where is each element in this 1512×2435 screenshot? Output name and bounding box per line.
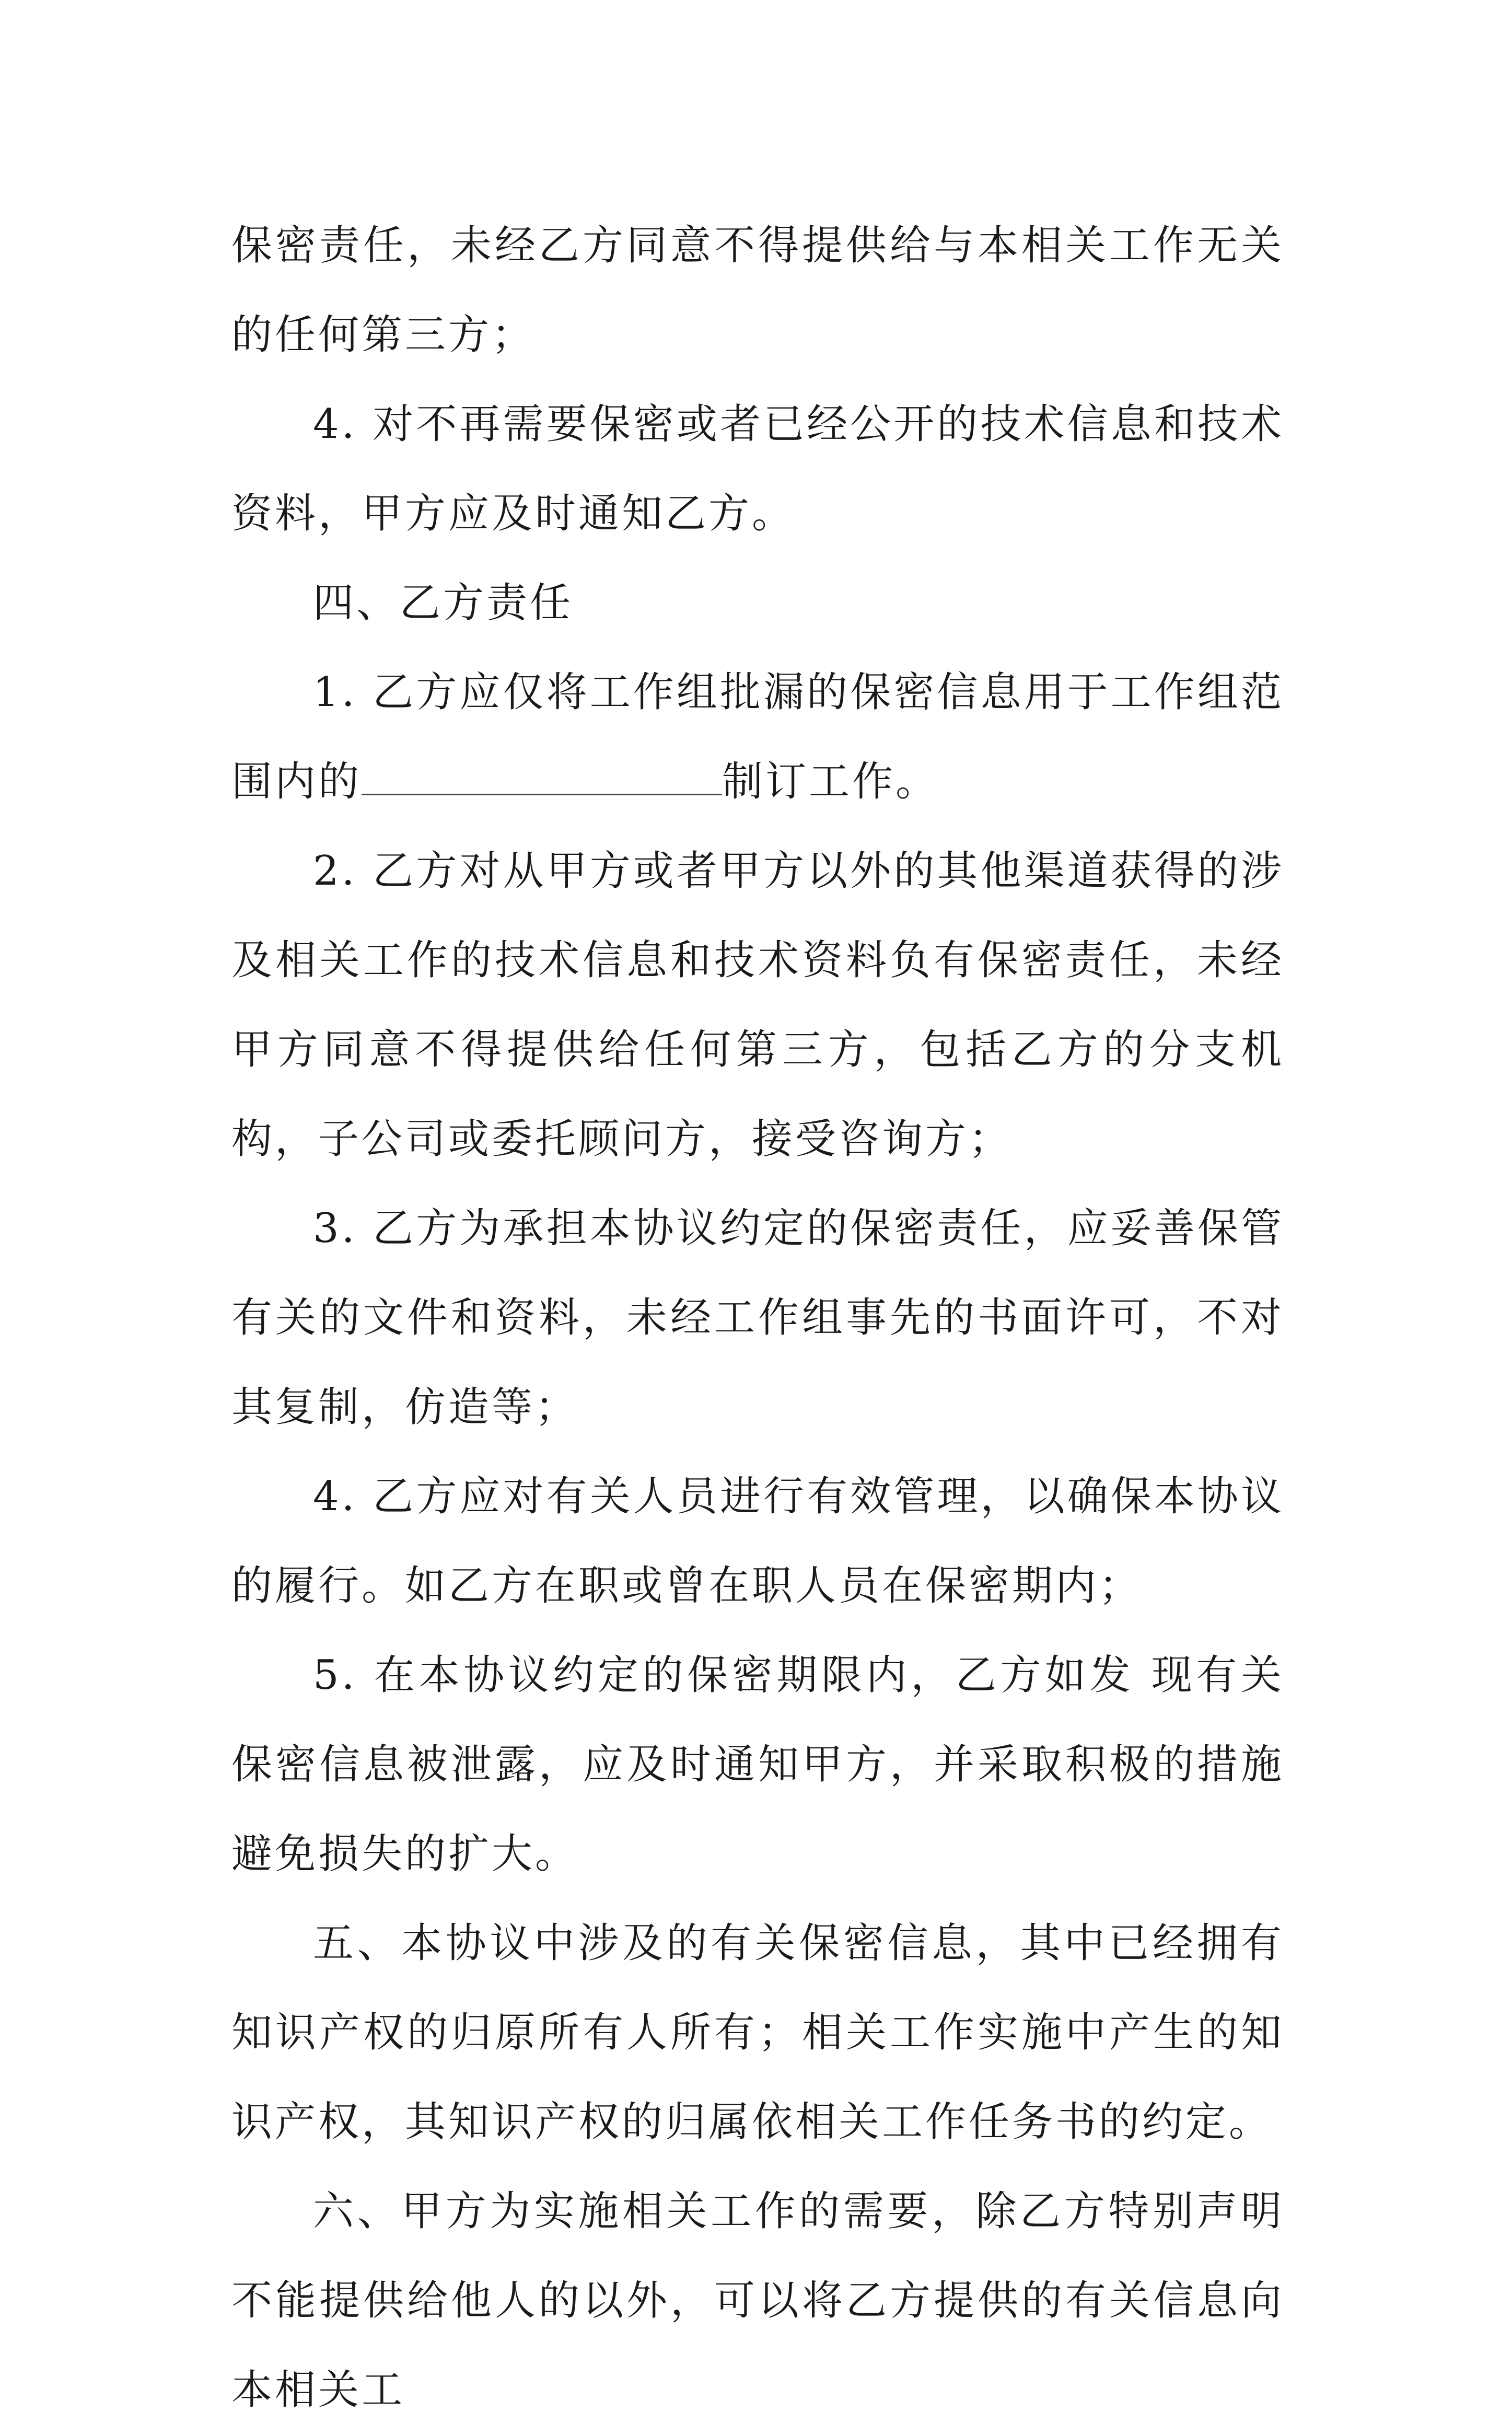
item-1-text-before-blank: 1. 乙方应仅将工作组批漏的保密信息用于工作组范围内的	[231, 669, 1284, 805]
section-six-information-sharing: 六、甲方为实施相关工作的需要，除乙方特别声明不能提供给他人的以外，可以将乙方提供的有关信息向本相关工	[231, 2188, 1284, 2414]
section-heading-party-b: 四、乙方责任	[313, 579, 574, 627]
paragraph-party-b-item-4: 4. 乙方应对有关人员进行有效管理，以确保本协议的履行。如乙方在职或曾在职人员在保密期内；	[231, 1473, 1284, 1609]
paragraph-continuation: 保密责任，未经乙方同意不得提供给与本相关工作无关的任何第三方；	[231, 222, 1284, 358]
paragraph-party-b-item-2: 2. 乙方对从甲方或者甲方以外的其他渠道获得的涉及相关工作的技术信息和技术资料负有保密责任，未经甲方同意不得提供给任何第三方，包括乙方的分支机构，子公司或委托顾问方，接受咨询方；	[231, 848, 1284, 1163]
paragraph-party-a-item-4: 4. 对不再需要保密或者已经公开的技术信息和技术资料，甲方应及时通知乙方。	[231, 401, 1284, 537]
paragraph-party-b-item-3: 3. 乙方为承担本协议约定的保密责任，应妥善保管有关的文件和资料，未经工作组事先的书面许可，不对其复制，仿造等；	[231, 1205, 1284, 1431]
item-1-text-after-blank: 制订工作。	[722, 758, 939, 805]
paragraph-party-b-item-5: 5. 在本协议约定的保密期限内，乙方如发 现有关保密信息被泄露，应及时通知甲方，并采取积极的措施避免损失的扩大。	[231, 1652, 1284, 1877]
fill-in-blank	[362, 783, 722, 795]
section-five-intellectual-property: 五、本协议中涉及的有关保密信息，其中已经拥有知识产权的归原所有人所有；相关工作实施中产生的知识产权，其知识产权的归属依相关工作任务书的约定。	[231, 1920, 1284, 2146]
paragraph-party-b-item-1	[231, 648, 1284, 827]
document-body	[231, 201, 1284, 2435]
